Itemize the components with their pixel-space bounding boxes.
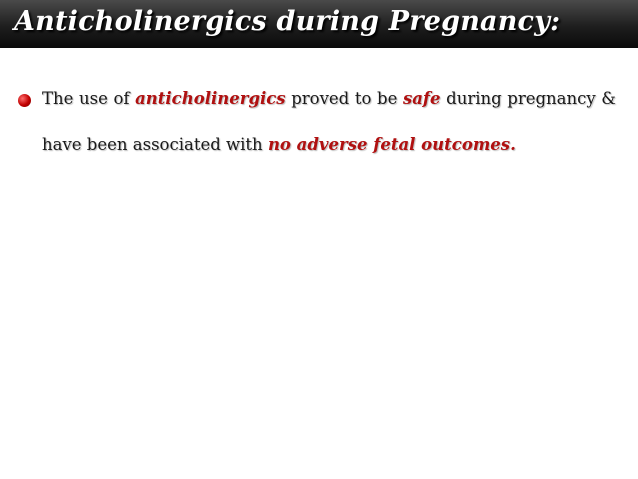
slide-title: Anticholinergics during Pregnancy: [14,6,561,37]
slide-content [18,90,616,182]
emphasis-anticholinergics: anticholinergics [135,89,286,108]
bullet-text-part-2: proved to be [285,89,403,108]
title-bar [0,0,638,48]
bullet-item [18,90,616,182]
bullet-dot-icon [18,94,31,107]
bullet-text-part-1: The use of [42,89,136,108]
bullet-text-part-3: during pregnancy & have been associated with [42,89,616,154]
emphasis-no-adverse-fetal-outcomes: no adverse fetal outcomes. [267,135,516,154]
emphasis-safe: safe [402,89,441,108]
bullet-text [42,76,616,168]
